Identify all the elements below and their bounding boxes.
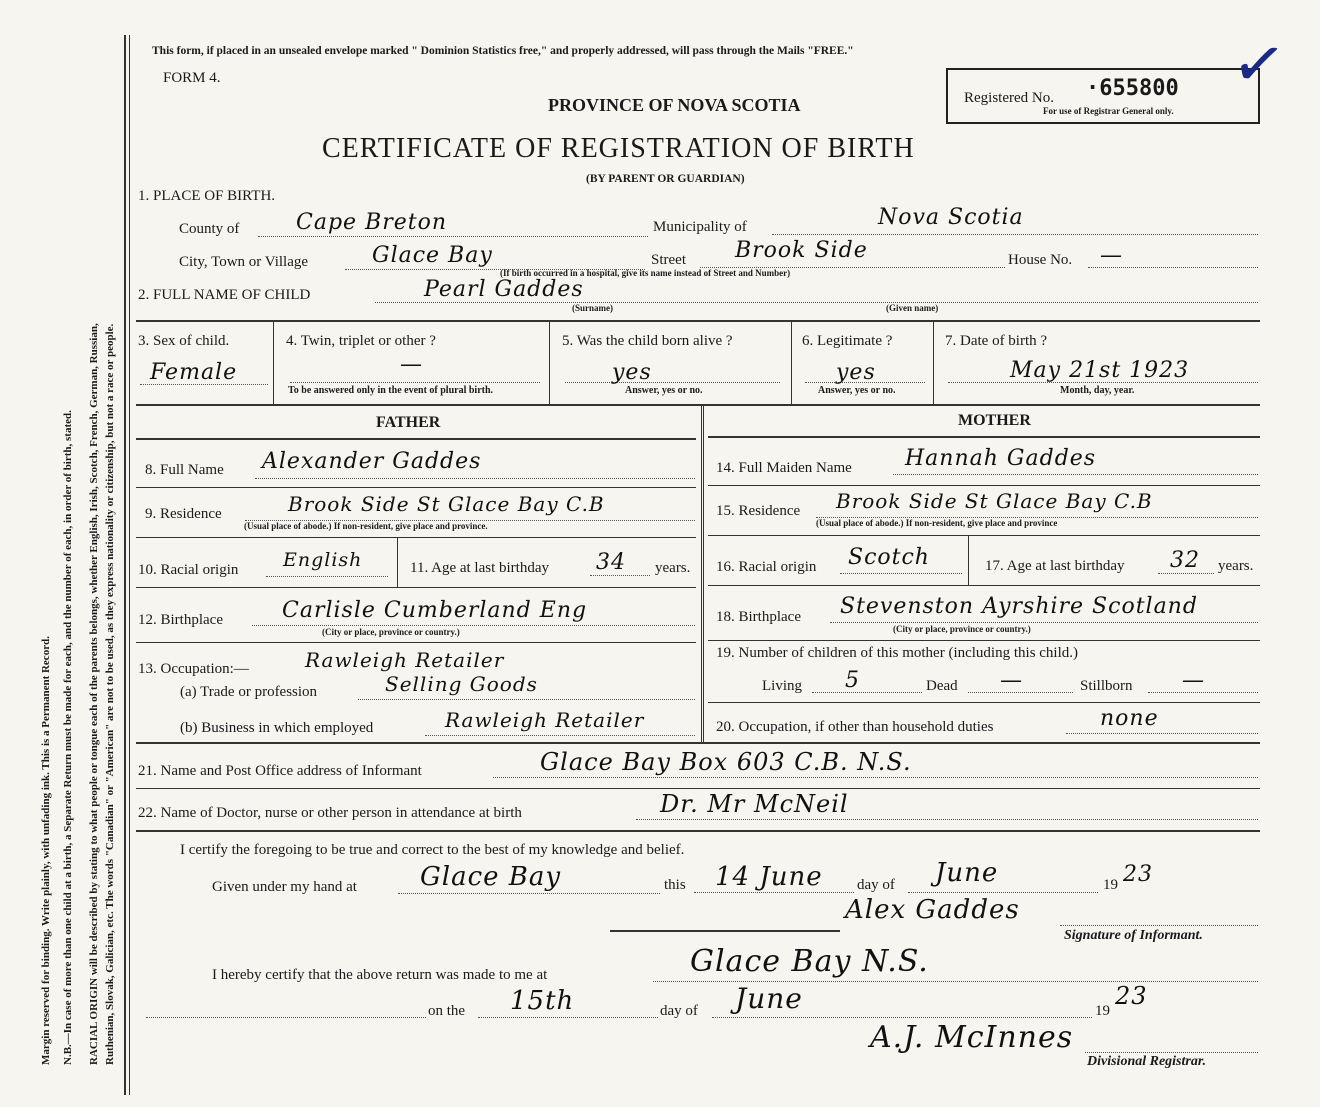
parents-divider [701,404,704,742]
born-alive-value: yes [612,360,652,385]
house-no-value: — [1100,243,1123,268]
certify-year-prefix: 19 [1103,877,1118,893]
living-label: Living [762,678,802,694]
father-trade-value: Selling Goods [385,672,538,696]
certify-day-value: 14 June [715,862,823,892]
certify-year-value: 23 [1123,862,1153,887]
father-birthplace-note: (City or place, province or country.) [322,627,460,637]
registrar-year-prefix: 19 [1095,1003,1110,1019]
father-years-label: years. [655,560,691,576]
legitimate-value: yes [836,360,876,385]
father-occupation-label: 13. Occupation:— [138,661,249,677]
registered-no-label: Registered No. [964,90,1054,106]
father-age-value: 34 [596,550,626,575]
registrar-place-value: Glace Bay N.S. [690,944,929,979]
certify-statement: I certify the foregoing to be true and correct to the best of my knowledge and belief. [180,842,685,858]
father-residence-label: 9. Residence [145,506,222,522]
street-label: Street [651,252,686,268]
legitimate-label: 6. Legitimate ? [802,333,893,349]
dead-value: — [1000,668,1023,693]
father-birthplace-value: Carlisle Cumberland Eng [282,598,588,623]
mother-race-value: Scotch [848,545,930,570]
postal-notice: This form, if placed in an unsealed envelope marked " Dominion Statistics free," and properly addressed, will pass through the Mails "FREE." [152,45,854,57]
given-place-value: Glace Bay [420,862,562,892]
mother-name-value: Hannah Gaddes [905,446,1097,471]
informant-signature: Alex Gaddes [845,895,1020,925]
certify-month-value: June [935,858,999,888]
separator-line [610,930,840,932]
registration-box [946,68,1260,124]
father-residence-note: (Usual place of abode.) If non-resident, give place and province. [244,521,488,531]
informant-signature-label: Signature of Informant. [1064,928,1203,943]
stillborn-label: Stillborn [1080,678,1133,694]
registered-no-value: ·655800 [1086,76,1179,101]
living-value: 5 [845,668,860,693]
dob-note: Month, day, year. [1060,385,1135,396]
mother-age-value: 32 [1170,548,1200,573]
sex-value: Female [150,360,238,385]
father-age-label: 11. Age at last birthday [410,560,549,576]
father-name-label: 8. Full Name [145,462,224,478]
mother-residence-note: (Usual place of abode.) If non-resident, give place and province [816,518,1058,528]
child-name-label: 2. FULL NAME OF CHILD [138,287,311,303]
row-divider [136,320,1260,322]
mother-name-label: 14. Full Maiden Name [716,460,852,476]
father-business-value: Rawleigh Retailer [445,708,645,732]
city-value: Glace Bay [372,243,493,268]
registrar-signature: A.J. McInnes [870,1020,1074,1055]
mother-birthplace-note: (City or place, province or country.) [893,624,1031,634]
mother-occupation-label: 20. Occupation, if other than household duties [716,719,994,735]
doctor-value: Dr. Mr McNeil [660,790,849,818]
mother-years-label: years. [1218,558,1254,574]
registrar-signature-label: Divisional Registrar. [1087,1054,1207,1069]
father-name-value: Alexander Gaddes [262,449,482,474]
street-value: Brook Side [735,238,868,263]
twin-value: — [400,352,423,377]
sex-label: 3. Sex of child. [138,333,230,349]
margin-note-binding: Margin reserved for binding. Write plainly, with unfading ink. This is a Permanent Record. [40,636,52,1065]
mother-birthplace-value: Stevenston Ayrshire Scotland [840,594,1198,619]
father-trade-label: (a) Trade or profession [180,684,318,700]
place-of-birth-heading: 1. PLACE OF BIRTH. [138,188,276,204]
form-left-border [124,35,126,1095]
twin-note: To be answered only in the event of plural birth. [288,385,494,396]
municipality-value: Nova Scotia [878,205,1024,230]
mother-occupation-value: none [1100,706,1159,731]
legitimate-note: Answer, yes or no. [818,385,896,396]
checkmark-icon: ✓ [1227,24,1291,106]
municipality-label: Municipality of [653,219,747,235]
born-alive-note: Answer, yes or no. [625,385,703,396]
registered-no-note: For use of Registrar General only. [1043,106,1174,116]
father-occupation-value: Rawleigh Retailer [305,648,505,672]
doctor-label: 22. Name of Doctor, nurse or other person in attendance at birth [138,805,522,821]
hospital-note: (If birth occurred in a hospital, give its name instead of Street and Number) [500,268,791,278]
father-heading: FATHER [376,414,441,431]
given-label: Given under my hand at [212,879,357,895]
father-birthplace-label: 12. Birthplace [138,612,223,628]
given-name-note: (Given name) [886,303,939,313]
registrar-year-value: 23 [1115,982,1148,1010]
mother-race-label: 16. Racial origin [716,559,817,575]
dead-label: Dead [926,678,958,694]
mother-birthplace-label: 18. Birthplace [716,609,801,625]
province-title: PROVINCE OF NOVA SCOTIA [548,95,801,115]
certificate-subtitle: (BY PARENT OR GUARDIAN) [586,173,745,185]
margin-note-multiple-births: N.B.—In case of more than one child at a birth, a Separate Return must be made for each, and the number of each, in order of birth, stated. [62,410,74,1065]
registrar-statement: I hereby certify that the above return was made to me at [212,967,548,983]
informant-value: Glace Bay Box 603 C.B. N.S. [540,748,912,776]
father-race-label: 10. Racial origin [138,562,239,578]
surname-note: (Surname) [572,303,613,313]
dob-value: May 21st 1923 [1010,358,1190,383]
child-name-value: Pearl Gaddes [424,277,584,302]
informant-label: 21. Name and Post Office address of Informant [138,763,422,779]
city-label: City, Town or Village [179,254,309,270]
county-label: County of [179,221,240,237]
mother-age-label: 17. Age at last birthday [985,558,1125,574]
stillborn-value: — [1182,668,1205,693]
house-no-label: House No. [1008,252,1073,268]
form-number: FORM 4. [163,70,221,86]
twin-label: 4. Twin, triplet or other ? [286,333,436,349]
margin-note-racial-origin: RACIAL ORIGIN will be described by stating to what people or tongue each of the parents belongs, whether English, Irish, Scotch, French, German, Russian, [88,323,100,1065]
born-alive-label: 5. Was the child born alive ? [562,333,733,349]
certify-dayof-label: day of [857,877,895,893]
father-race-value: English [283,549,363,571]
mother-residence-value: Brook Side St Glace Bay C.B [836,489,1153,513]
registrar-dayof-label: day of [660,1003,698,1019]
mother-residence-label: 15. Residence [716,503,801,519]
dob-label: 7. Date of birth ? [945,333,1048,349]
on-the-label: on the [428,1003,466,1019]
father-residence-value: Brook Side St Glace Bay C.B [288,492,605,516]
form-left-border-inner [129,35,130,1095]
margin-note-racial-origin-cont: Ruthenian, Slovak, Galician, etc. The words "Canadian" or "American" are not to be used, as they express nationality or citizenship, but not a race or people. [104,323,116,1065]
mother-heading: MOTHER [958,412,1031,429]
father-business-label: (b) Business in which employed [180,720,374,736]
certificate-title: CERTIFICATE OF REGISTRATION OF BIRTH [322,133,915,164]
registrar-month-value: June [735,982,803,1015]
this-label: this [664,877,686,893]
registrar-day-value: 15th [510,986,575,1016]
county-value: Cape Breton [296,210,448,235]
mother-children-label: 19. Number of children of this mother (including this child.) [716,645,1079,661]
